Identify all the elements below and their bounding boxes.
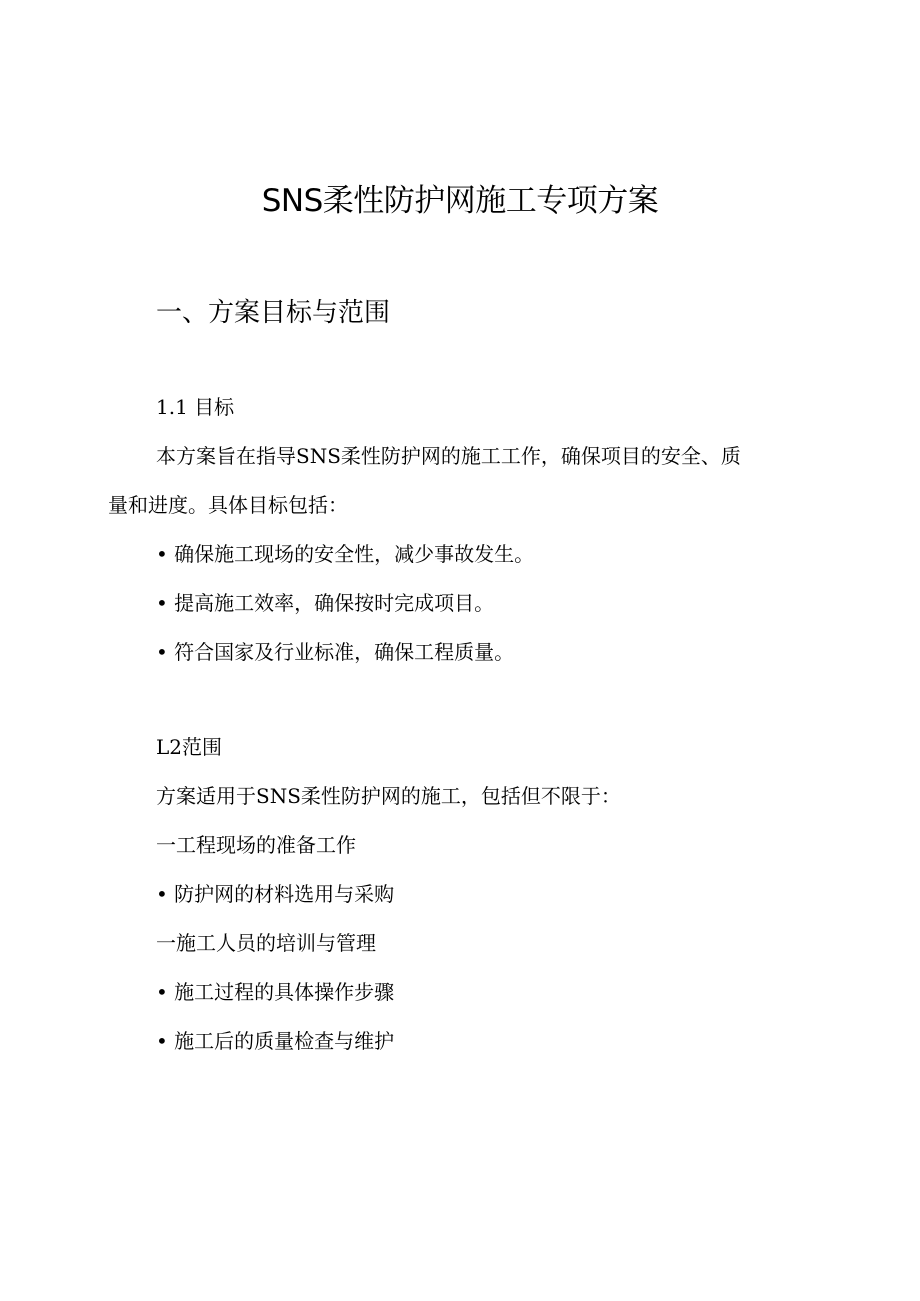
document-title: SNS柔性防护网施工专项方案 (261, 183, 659, 219)
paragraph-line: 量和进度。具体目标包括： (108, 493, 348, 517)
subsection-heading-goal: 1.1 目标 (156, 395, 235, 419)
list-item: • 确保施工现场的安全性，减少事故发生。 (156, 542, 535, 566)
paragraph-line: 方案适用于SNS柔性防护网的施工，包括但不限于： (156, 784, 621, 808)
list-item: • 提高施工效率，确保按时完成项目。 (156, 591, 495, 615)
list-item: • 施工过程的具体操作步骤 (156, 980, 395, 1004)
list-item: 一施工人员的培训与管理 (156, 931, 376, 955)
list-item: • 符合国家及行业标准，确保工程质量。 (156, 640, 515, 664)
subsection-heading-scope: L2范围 (156, 735, 223, 759)
section-heading: 一、方案目标与范围 (156, 298, 391, 328)
list-item: • 施工后的质量检查与维护 (156, 1029, 395, 1053)
paragraph-line: 本方案旨在指导SNS柔性防护网的施工工作，确保项目的安全、质 (156, 444, 741, 468)
list-item: 一工程现场的准备工作 (156, 833, 356, 857)
list-item: • 防护网的材料选用与采购 (156, 882, 395, 906)
